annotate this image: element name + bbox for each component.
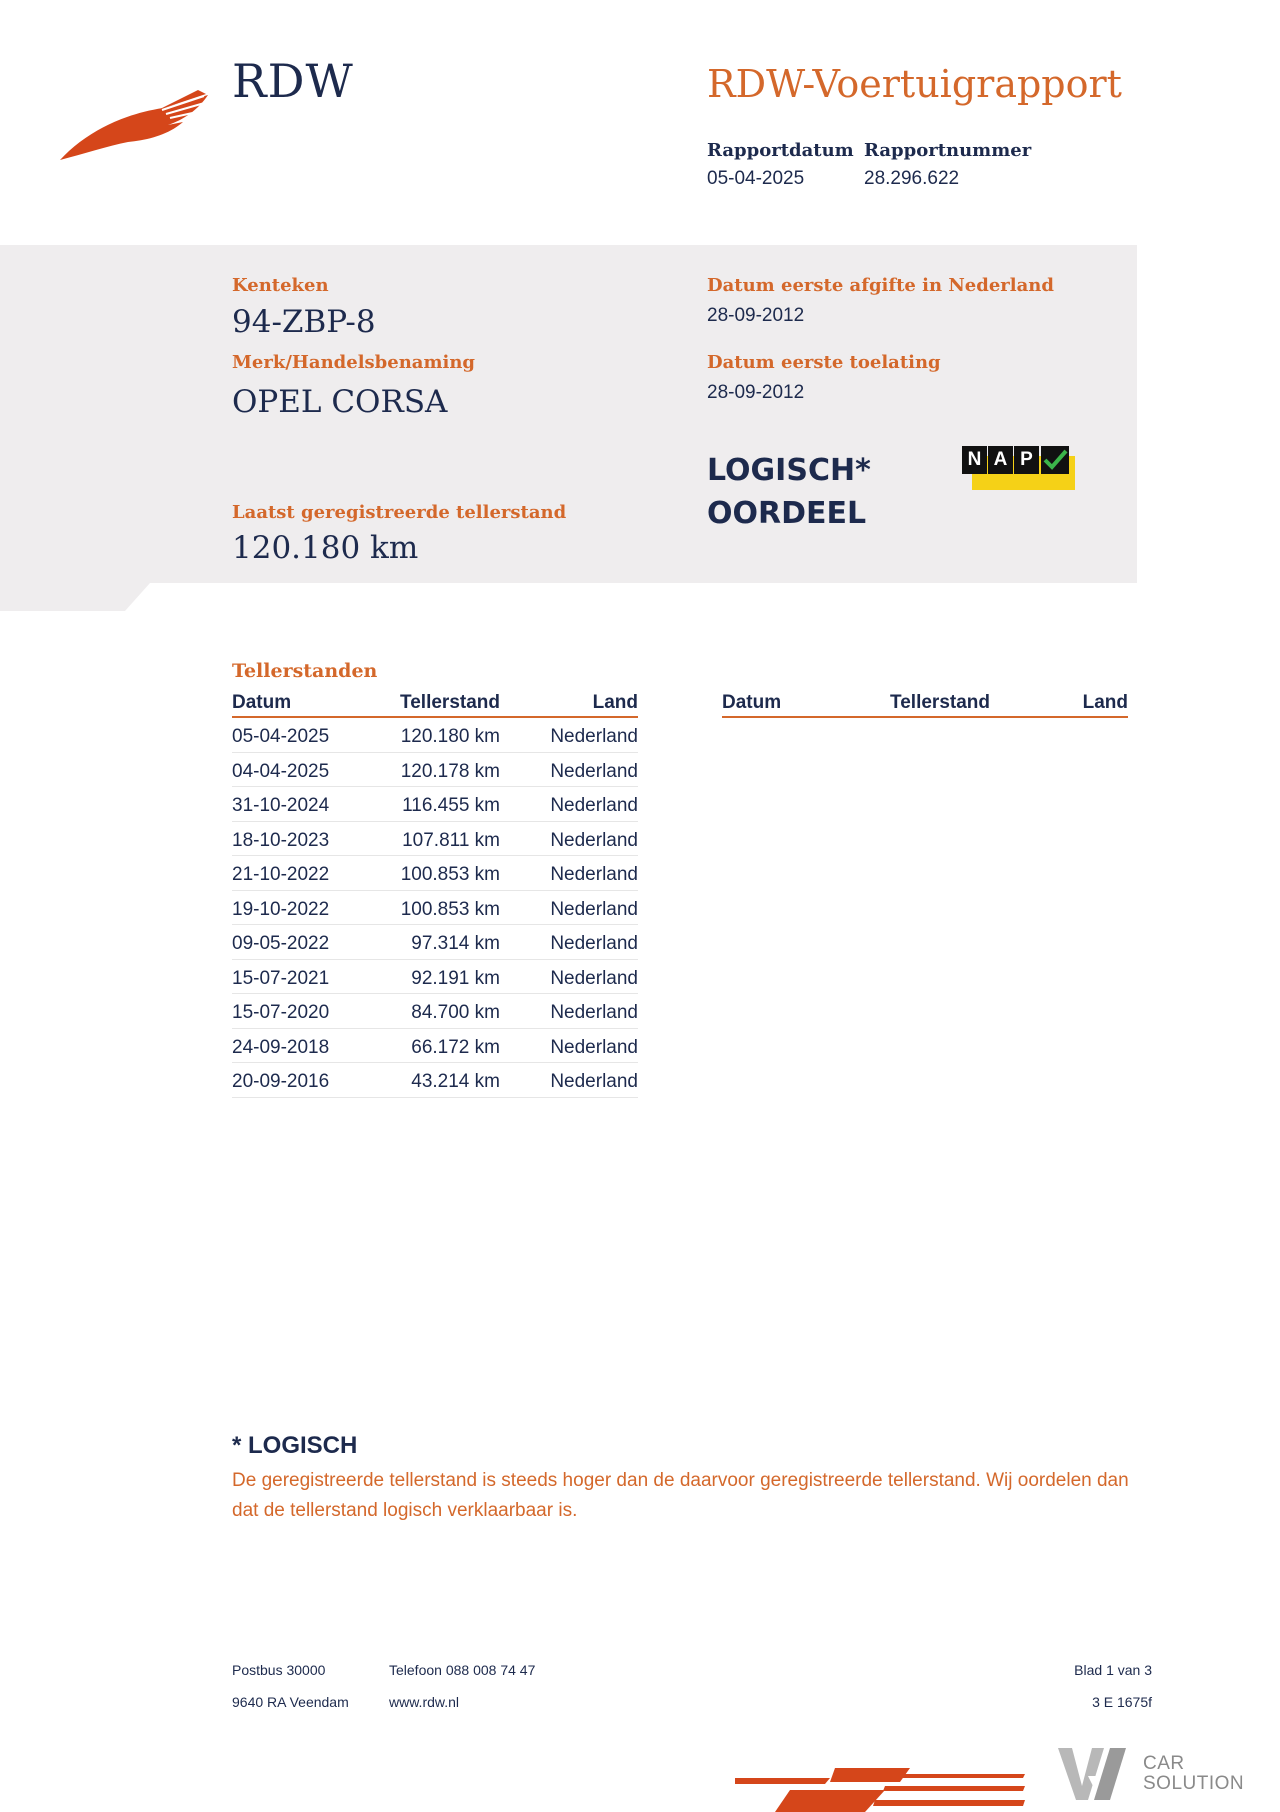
row-date: 04-04-2025	[232, 760, 330, 782]
column-country: Land	[592, 692, 638, 713]
table-header	[232, 688, 638, 718]
car-solution-logo-icon	[1058, 1746, 1126, 1802]
row-odometer: 120.180 km	[400, 726, 500, 747]
row-country: Nederland	[550, 933, 638, 954]
make-value: OPEL CORSA	[232, 384, 448, 420]
car-solution-wordmark	[1143, 1754, 1244, 1794]
row-odometer: 100.853 km	[400, 898, 500, 920]
report-date-value: 05-04-2025	[707, 168, 805, 189]
table-row	[232, 822, 638, 857]
column-country: Land	[1082, 692, 1128, 713]
row-country: Nederland	[550, 829, 638, 851]
row-date: 05-04-2025	[232, 726, 330, 747]
row-date: 24-09-2018	[232, 1036, 330, 1058]
table-row	[232, 753, 638, 788]
row-date: 18-10-2023	[232, 829, 330, 851]
row-country: Nederland	[550, 898, 638, 920]
document-title: RDW-Voertuigrapport	[707, 62, 1122, 106]
row-country: Nederland	[550, 726, 638, 747]
row-date: 09-05-2022	[232, 933, 330, 954]
table-row	[232, 994, 638, 1029]
row-country: Nederland	[550, 1071, 638, 1092]
row-odometer: 120.178 km	[400, 760, 500, 782]
row-odometer: 43.214 km	[411, 1071, 500, 1092]
row-country: Nederland	[550, 967, 638, 989]
row-date: 31-10-2024	[232, 795, 330, 816]
row-odometer: 97.314 km	[411, 933, 500, 954]
report-number-label: Rapportnummer	[864, 140, 1032, 161]
nap-letter-a: A	[988, 446, 1013, 474]
nap-letter-p: P	[1014, 446, 1039, 474]
verdict-line2: OORDEEL	[707, 496, 867, 531]
footnote-text: De geregistreerde tellerstand is steeds hoger dan de daarvoor geregistreerde tellerstand. Wij oordelen dan dat de tellerstand logisch verklaarbaar is.	[232, 1470, 1129, 1521]
column-odometer: Tellerstand	[890, 692, 990, 713]
column-date: Datum	[232, 692, 292, 713]
wordmark-line2: SOLUTION	[1143, 1773, 1245, 1794]
column-odometer: Tellerstand	[400, 692, 500, 713]
row-country: Nederland	[550, 760, 638, 782]
wordmark-line1: CAR	[1143, 1753, 1185, 1774]
footer-address-line1: Postbus 30000	[232, 1662, 326, 1678]
table-row	[232, 787, 638, 822]
column-date: Datum	[722, 692, 782, 713]
first-issue-value: 28-09-2012	[707, 305, 805, 326]
first-issue-label: Datum eerste afgifte in Nederland	[707, 275, 1054, 296]
table-row	[232, 925, 638, 960]
table-row	[232, 960, 638, 995]
checkmark-icon	[1041, 446, 1069, 474]
first-admission-value: 28-09-2012	[707, 382, 805, 403]
panel-tail-cut	[125, 583, 150, 611]
odometer-value: 120.180 km	[232, 530, 419, 566]
row-date: 15-07-2021	[232, 967, 330, 989]
report-date-label: Rapportdatum	[707, 140, 854, 161]
table-row	[232, 1063, 638, 1098]
table-header	[722, 688, 1128, 718]
row-odometer: 107.811 km	[402, 829, 500, 851]
row-country: Nederland	[550, 1002, 638, 1023]
footer-address-line2: 9640 RA Veendam	[232, 1694, 349, 1710]
footer-document-code: 3 E 1675f	[1092, 1694, 1152, 1710]
table-row	[232, 1029, 638, 1064]
table-row	[232, 891, 638, 926]
readings-title: Tellerstanden	[232, 660, 378, 682]
row-odometer: 66.172 km	[411, 1036, 500, 1058]
table-row	[232, 856, 638, 891]
plate-value: 94-ZBP-8	[232, 304, 376, 340]
make-label: Merk/Handelsbenaming	[232, 352, 476, 373]
row-date: 19-10-2022	[232, 898, 330, 920]
row-country: Nederland	[550, 1036, 638, 1058]
row-country: Nederland	[550, 795, 638, 816]
footer-website[interactable]: www.rdw.nl	[389, 1694, 460, 1710]
row-odometer: 84.700 km	[411, 1002, 500, 1023]
footer-page-number: Blad 1 van 3	[1074, 1662, 1152, 1678]
row-country: Nederland	[550, 864, 638, 885]
table-row	[232, 718, 638, 753]
row-date: 20-09-2016	[232, 1071, 330, 1092]
report-number-value: 28.296.622	[864, 168, 960, 189]
footnote-title: * LOGISCH	[232, 1432, 358, 1459]
verdict-line1: LOGISCH*	[707, 453, 871, 488]
row-date: 15-07-2020	[232, 1002, 330, 1023]
row-date: 21-10-2022	[232, 864, 330, 885]
footer-phone: Telefoon 088 008 74 47	[389, 1662, 536, 1678]
first-admission-label: Datum eerste toelating	[707, 352, 941, 373]
nap-letter-n: N	[962, 446, 987, 474]
plate-label: Kenteken	[232, 275, 329, 296]
row-odometer: 100.853 km	[400, 864, 500, 885]
nap-badge	[962, 446, 1075, 490]
watermark-stripes-icon	[735, 1760, 1030, 1812]
odometer-label: Laatst geregistreerde tellerstand	[232, 502, 567, 523]
row-odometer: 116.455 km	[402, 795, 500, 816]
brand-name: RDW	[232, 54, 354, 108]
readings-table-left	[232, 688, 638, 1098]
rdw-logo-icon	[58, 80, 213, 165]
row-odometer: 92.191 km	[411, 967, 500, 989]
readings-table-right	[722, 688, 1128, 718]
